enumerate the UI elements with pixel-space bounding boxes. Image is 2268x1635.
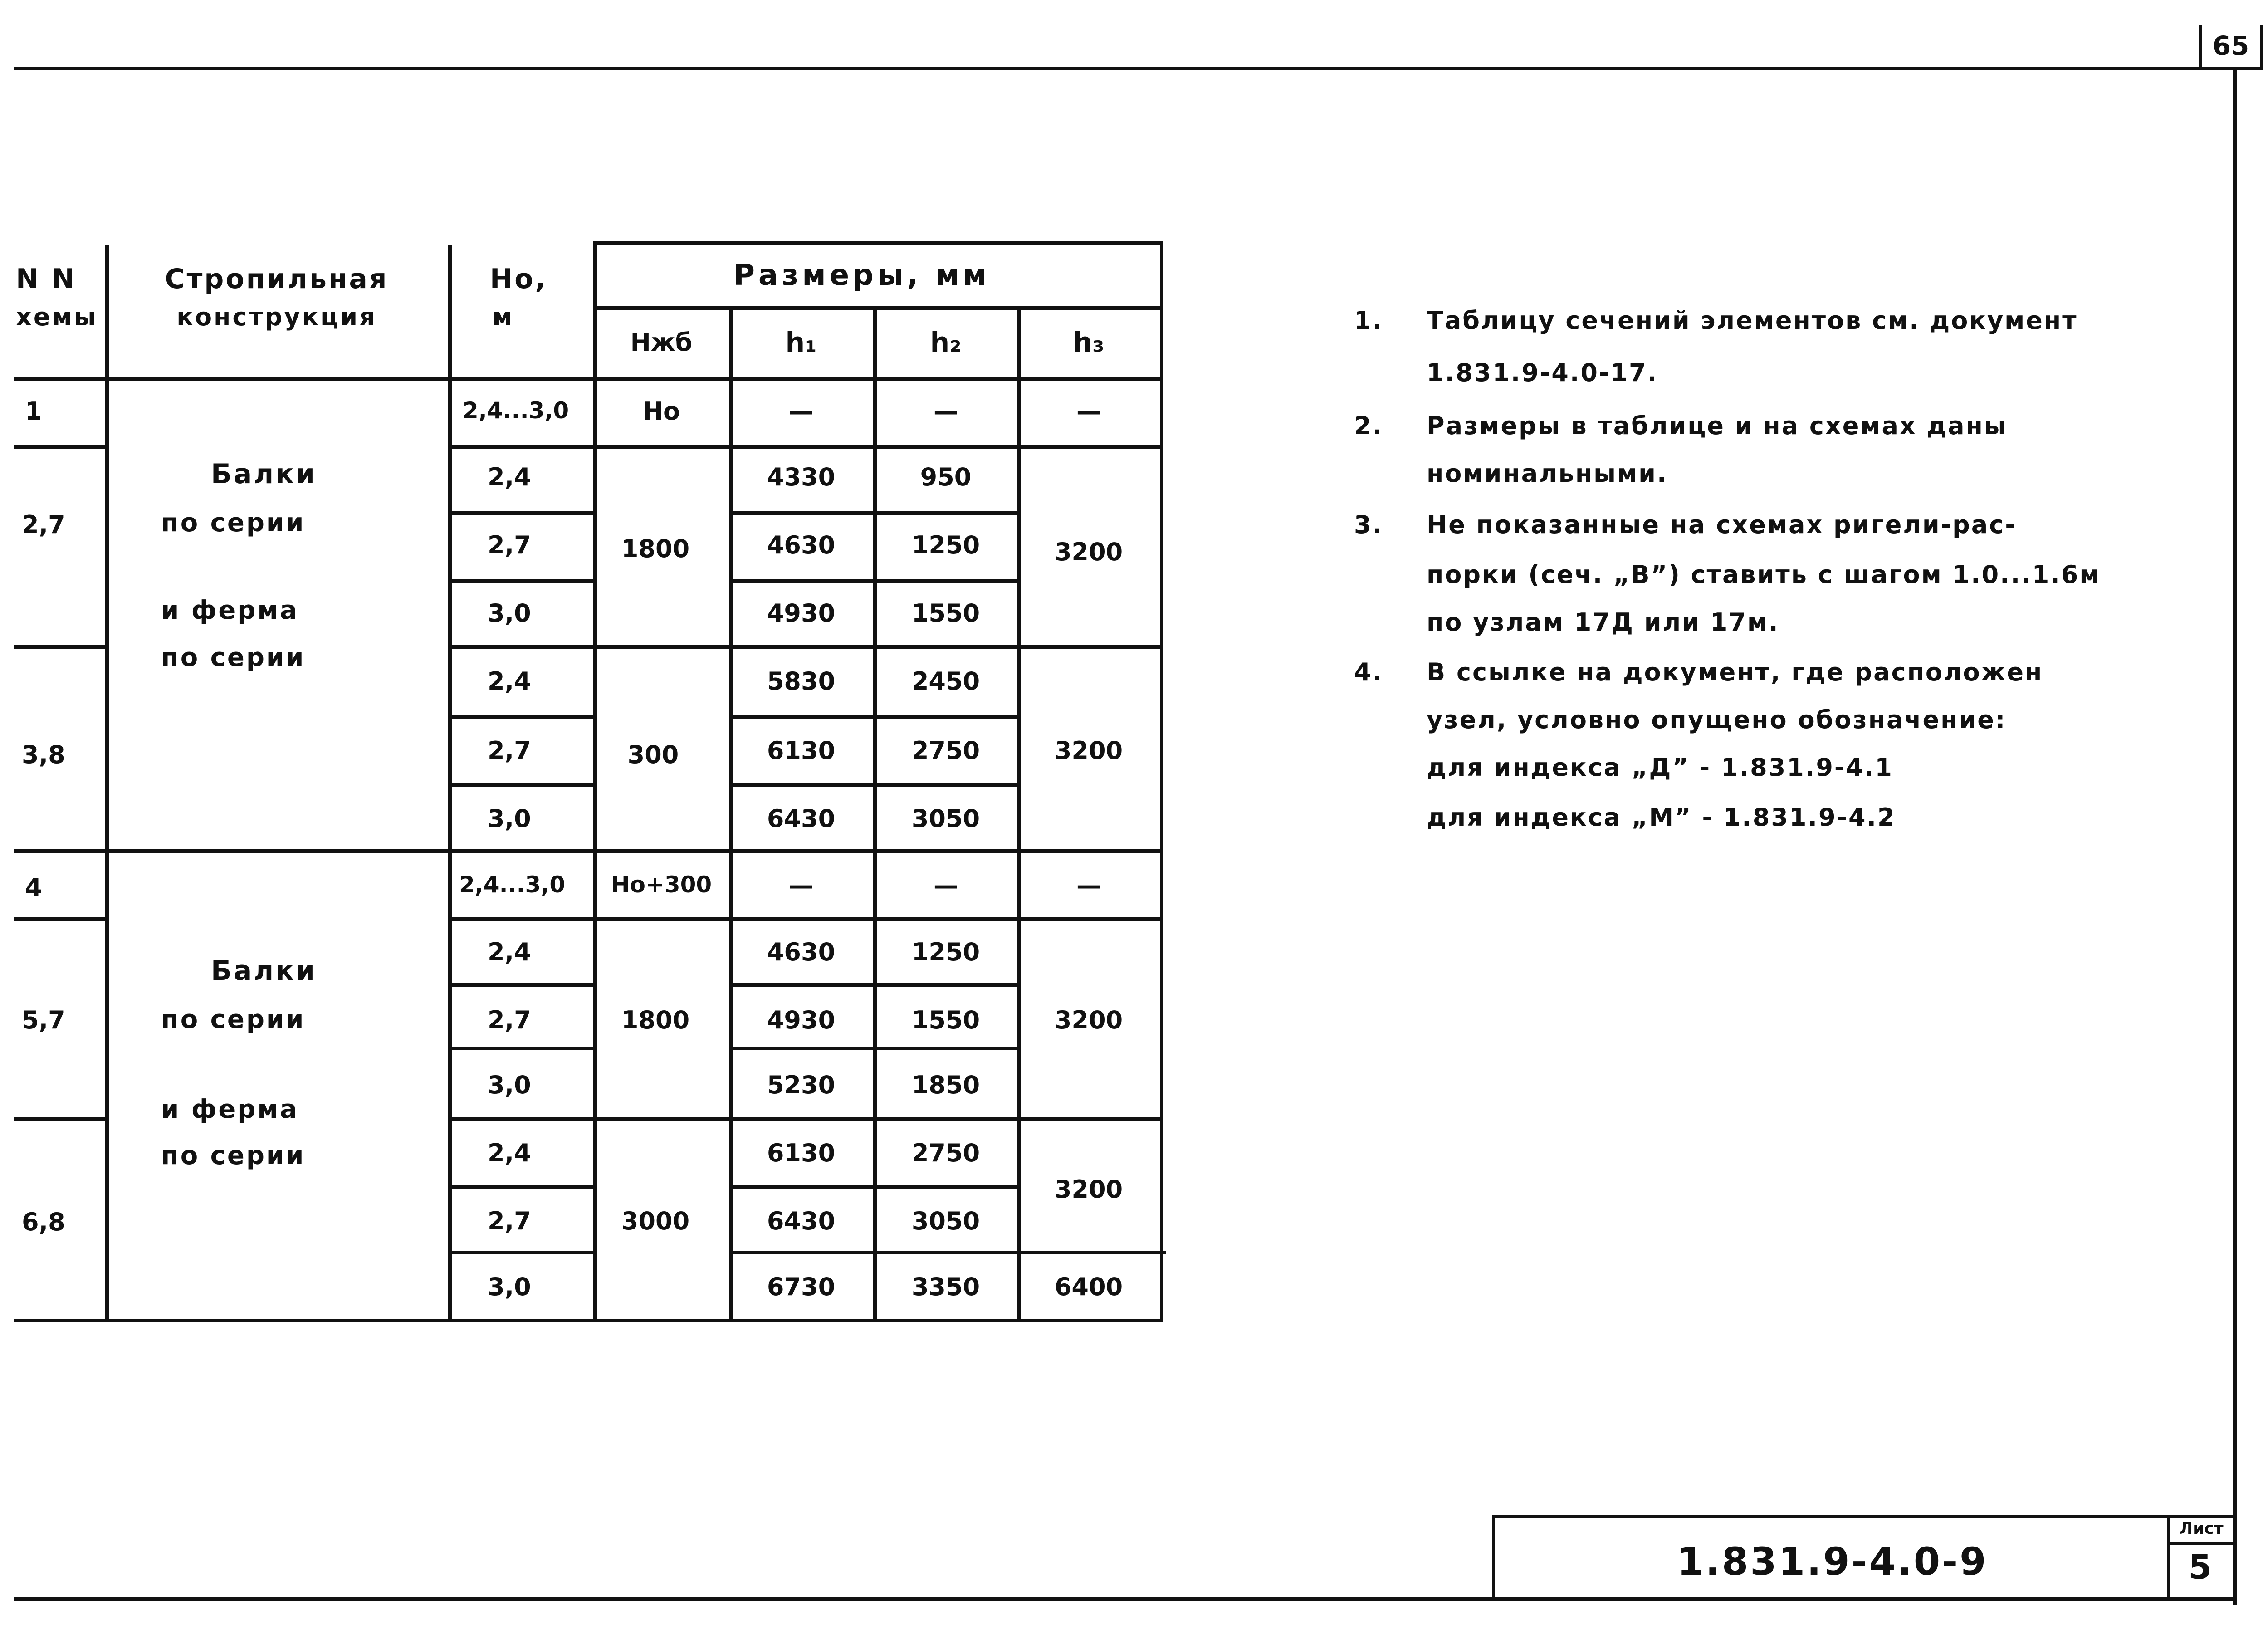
header-hzb: Нжб (630, 328, 693, 357)
col-line (105, 245, 109, 1322)
top-border-line (14, 67, 2263, 70)
note-line: для индекса „М” - 1.831.9-4.2 (1427, 803, 1896, 832)
ho-cell: 3,0 (488, 1273, 531, 1301)
h1-cell: — (789, 397, 813, 426)
col-line (873, 306, 877, 1322)
col-line (448, 245, 452, 1322)
table-bottom-line (14, 1319, 1163, 1322)
scheme-label: 5,7 (22, 1006, 65, 1034)
scheme-label: 1 (25, 397, 42, 426)
ho-cell: 2,7 (488, 1006, 531, 1034)
table-right-line (1160, 241, 1163, 1322)
h2-cell: 3050 (911, 804, 980, 833)
h2-cell: — (934, 871, 958, 900)
page-number: 65 (2212, 30, 2249, 61)
h1-cell: 5230 (767, 1071, 836, 1099)
page-number-box-left (2199, 25, 2202, 67)
h1-cell: 4630 (767, 938, 836, 966)
row-line (449, 983, 594, 987)
ho-cell: 2,7 (488, 736, 531, 765)
bottom-border-line (14, 1597, 2236, 1601)
sheet-box-left (2167, 1515, 2170, 1599)
h1-cell: 4330 (767, 463, 836, 491)
row-line (14, 1117, 109, 1121)
note-line: узел, условно опущено обозначение: (1427, 705, 2007, 734)
ho-cell: 2,4...3,0 (459, 871, 566, 898)
row-line (449, 645, 1163, 649)
ho-cell: 3,0 (488, 804, 531, 833)
row-line (449, 445, 1163, 449)
note-line: номинальными. (1427, 459, 1668, 488)
row-line (449, 579, 594, 583)
construction-text: Балки (211, 458, 317, 490)
note-line: В ссылке на документ, где расположен (1427, 658, 2043, 686)
group-line (14, 849, 1163, 853)
sizes-subheader-line (594, 306, 1163, 310)
scheme-label: 4 (25, 873, 42, 902)
hzb-cell: Но (642, 397, 680, 426)
h1-cell: 6430 (767, 1207, 836, 1235)
hzb-cell: Но+300 (611, 871, 712, 898)
h1-cell: 6730 (767, 1273, 836, 1301)
h2-cell: 2450 (911, 667, 980, 695)
doc-code: 1.831.9-4.0-9 (1677, 1539, 1988, 1584)
header-ho-line2: м (492, 303, 514, 331)
sheet-number: 5 (2188, 1548, 2212, 1587)
row-line (449, 917, 1163, 921)
row-line (449, 511, 594, 515)
ho-cell: 3,0 (488, 599, 531, 627)
h3-cell: 3200 (1054, 1175, 1123, 1204)
h3-cell: — (1076, 871, 1101, 900)
col-line (1017, 306, 1021, 1322)
note-line: 1.831.9-4.0-17. (1427, 358, 1658, 387)
header-construction-line2: конструкция (176, 303, 377, 331)
scheme-label: 6,8 (22, 1208, 65, 1236)
h1-cell: 6130 (767, 736, 836, 765)
note-line: Не показанные на схемах ригели-рас- (1427, 510, 2017, 539)
title-block-left (1492, 1515, 1495, 1599)
h2-cell: 1550 (911, 1006, 980, 1034)
h2-cell: 950 (920, 463, 972, 491)
construction-text: по серии (161, 1005, 306, 1034)
ho-cell: 3,0 (488, 1071, 531, 1099)
row-line (449, 1047, 594, 1050)
ho-cell: 2,7 (488, 531, 531, 559)
h3-cell: 3200 (1054, 1006, 1123, 1034)
note-number: 4. (1354, 658, 1383, 686)
hzb-cell: 1800 (621, 534, 690, 563)
h2-cell: 1850 (911, 1071, 980, 1099)
ho-cell: 2,4...3,0 (463, 397, 569, 424)
header-scheme-line1: N N (16, 263, 77, 295)
h2-cell: 3050 (911, 1207, 980, 1235)
note-line: порки (сеч. „В”) ставить с шагом 1.0...1.6м (1427, 560, 2101, 589)
h2-cell: 1250 (911, 531, 980, 559)
h1-cell: 6130 (767, 1139, 836, 1167)
header-scheme-line2: хемы (16, 303, 98, 331)
row-line (449, 1117, 1163, 1121)
page-number-box-right (2260, 25, 2263, 67)
scheme-label: 3,8 (22, 740, 65, 769)
h1-cell: 6430 (767, 804, 836, 833)
h2-cell: 3350 (911, 1273, 980, 1301)
row-line (449, 1251, 594, 1254)
right-border-line (2233, 67, 2237, 1605)
h1-cell: — (789, 871, 813, 900)
title-block-top (1492, 1515, 2236, 1518)
row-line (14, 645, 109, 649)
header-sizes-group: Размеры, мм (733, 259, 990, 292)
h1-cell: 4930 (767, 599, 836, 627)
header-ho-line1: Но, (490, 263, 547, 295)
construction-text: по серии (161, 1141, 306, 1170)
h3-cell: 6400 (1054, 1273, 1123, 1301)
h3-cell: 3200 (1054, 736, 1123, 765)
header-h1: h₁ (785, 327, 817, 358)
row-line (449, 715, 594, 719)
h2-cell: 1550 (911, 599, 980, 627)
construction-text: по серии (161, 643, 306, 672)
note-number: 2. (1354, 411, 1383, 440)
h1-cell: 4630 (767, 531, 836, 559)
row-line (14, 445, 109, 449)
hzb-cell: 3000 (621, 1207, 690, 1235)
col-line (593, 241, 597, 1322)
note-line: Размеры в таблице и на схемах даны (1427, 411, 2008, 440)
note-line: для индекса „Д” - 1.831.9-4.1 (1427, 753, 1893, 782)
h3-cell: 3200 (1054, 538, 1123, 566)
row-line (730, 1251, 1166, 1254)
h2-cell: 2750 (911, 1139, 980, 1167)
ho-cell: 2,4 (488, 938, 531, 966)
h2-cell: — (934, 397, 958, 426)
table-top-line (594, 241, 1163, 245)
h2-cell: 1250 (911, 938, 980, 966)
scheme-label: 2,7 (22, 510, 65, 539)
h1-cell: 4930 (767, 1006, 836, 1034)
h3-cell: — (1076, 397, 1101, 426)
note-line: Таблицу сечений элементов см. документ (1427, 306, 2078, 335)
ho-cell: 2,4 (488, 1139, 531, 1167)
ho-cell: 2,7 (488, 1207, 531, 1235)
header-h2: h₂ (930, 327, 962, 358)
ho-cell: 2,4 (488, 463, 531, 491)
group-line (14, 917, 109, 921)
note-line: по узлам 17Д или 17м. (1427, 608, 1779, 636)
row-line (449, 1185, 594, 1189)
row-line (449, 783, 594, 787)
ho-cell: 2,4 (488, 667, 531, 695)
h2-cell: 2750 (911, 736, 980, 765)
h1-cell: 5830 (767, 667, 836, 695)
construction-text: Балки (211, 955, 317, 987)
sheet-label: Лист (2179, 1519, 2224, 1538)
hzb-cell: 1800 (621, 1006, 690, 1034)
note-number: 1. (1354, 306, 1383, 335)
construction-text: по серии (161, 508, 306, 538)
sheet-box-divider (2167, 1542, 2235, 1545)
header-h3: h₃ (1073, 327, 1105, 358)
header-bottom-line (14, 377, 1163, 381)
construction-text: и ферма (161, 1095, 299, 1124)
construction-text: и ферма (161, 596, 299, 625)
hzb-cell: 300 (627, 740, 679, 769)
header-construction-line1: Стропильная (165, 263, 389, 295)
note-number: 3. (1354, 510, 1383, 539)
col-line (729, 306, 733, 1322)
